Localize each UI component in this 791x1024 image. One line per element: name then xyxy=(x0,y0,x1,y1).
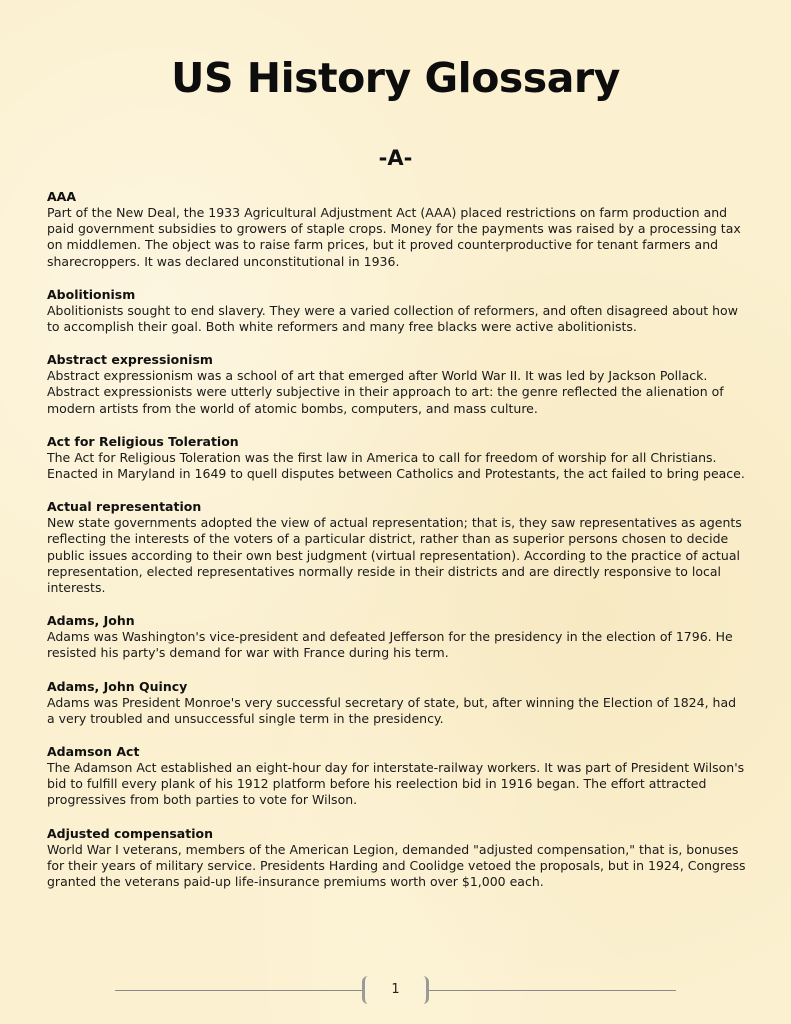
glossary-entry xyxy=(47,499,747,596)
glossary-definition: New state governments adopted the view of actual representation; that is, they saw representatives as agents reflecting the interests of the voters of a particular district, rather than as superior persons chosen to decide public issues according to their own best judgment (virtual representation). According to the practice of actual representation, elected representatives normally reside in their districts and are directly responsive to local interests. xyxy=(47,515,742,596)
glossary-entries xyxy=(47,189,747,907)
glossary-definition: Part of the New Deal, the 1933 Agricultural Adjustment Act (AAA) placed restrictions on farm production and paid government subsidies to growers of staple crops. Money for the payments was raised by a processing tax on middlemen. The object was to raise farm prices, but it proved counterproductive for tenant farmers and sharecroppers. It was declared unconstitutional in 1936. xyxy=(47,205,741,269)
glossary-entry xyxy=(47,744,747,809)
glossary-entry xyxy=(47,434,747,482)
glossary-definition: Abolitionists sought to end slavery. They were a varied collection of reformers, and often disagreed about how to accomplish their goal. Both white reformers and many free blacks were active abolitionists. xyxy=(47,302,738,335)
glossary-term: Abolitionism xyxy=(47,286,136,302)
glossary-entry xyxy=(47,189,747,270)
glossary-entry xyxy=(47,679,747,727)
glossary-definition: Adams was Washington's vice-president and defeated Jefferson for the presidency in the election of 1796. He resisted his party's demand for war with France during his term. xyxy=(47,629,733,661)
glossary-entry xyxy=(47,352,747,417)
page-title: US History Glossary xyxy=(171,54,620,102)
page-footer xyxy=(0,976,791,1006)
glossary-term: AAA xyxy=(47,189,77,204)
footer-divider-right xyxy=(429,990,676,991)
glossary-term: Adamson Act xyxy=(47,744,140,760)
glossary-term: Adjusted compensation xyxy=(47,825,213,841)
glossary-term: Adams, John xyxy=(47,613,135,629)
glossary-entry xyxy=(47,826,747,891)
glossary-definition: The Adamson Act established an eight-hour day for interstate-railway workers. It was part of President Wilson's bid to fulfill every plank of his 1912 platform before his reelection bid in 1916 began. The effort attracted progressives from both parties to vote for Wilson. xyxy=(47,760,745,808)
glossary-definition: The Act for Religious Toleration was the first law in America to call for freedom of worship for all Christians. Enacted in Maryland in 1649 to quell disputes between Catholics and Protestants, the act failed to bring peace. xyxy=(47,449,745,482)
glossary-entry xyxy=(47,613,747,661)
glossary-term: Adams, John Quincy xyxy=(47,678,188,694)
glossary-entry xyxy=(47,287,747,335)
glossary-term: Abstract expressionism xyxy=(47,352,213,368)
page-number: 1 xyxy=(362,976,429,1004)
glossary-term: Act for Religious Toleration xyxy=(47,433,239,449)
glossary-term: Actual representation xyxy=(47,499,202,515)
glossary-definition: World War I veterans, members of the American Legion, demanded "adjusted compensation," that is, bonuses for their years of military service. Presidents Harding and Coolidge vetoed the proposals, but in 1924, Congress granted the veterans paid-up life-insurance premiums worth over $1,000 each. xyxy=(47,841,746,890)
glossary-definition: Adams was President Monroe's very successful secretary of state, but, after winning the Election of 1824, had a very troubled and unsuccessful single term in the presidency. xyxy=(47,694,737,726)
section-heading: -A- xyxy=(378,146,413,170)
footer-divider-left xyxy=(115,990,362,991)
glossary-definition: Abstract expressionism was a school of art that emerged after World War II. It was led by Jackson Pollack. Abstract expressionists were utterly subjective in their approach to art: the genre reflected the alienation of modern artists from the world of atomic bombs, computers, and mass culture. xyxy=(47,368,724,416)
